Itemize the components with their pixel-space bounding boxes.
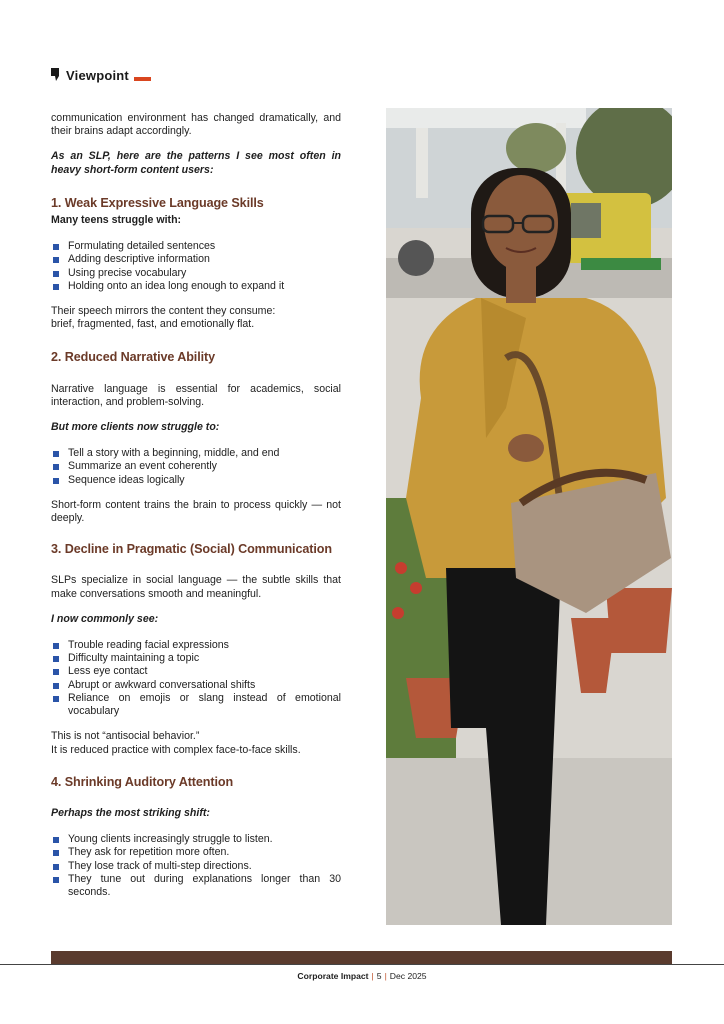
section-1-closing: Their speech mirrors the content they consume: brief, fragmented, fast, and emotionally flat. (51, 305, 276, 331)
list-item: Young clients increasingly struggle to listen. (51, 833, 341, 846)
page-number: 5 (376, 971, 382, 981)
list-item: Summarize an event coherently (51, 460, 341, 473)
section-title: Viewpoint (66, 67, 129, 83)
section-4-heading: 4. Shrinking Auditory Attention (51, 774, 234, 789)
list-item: Tell a story with a beginning, middle, and end (51, 447, 341, 460)
list-item: Sequence ideas logically (51, 474, 341, 487)
section-2-lead: But more clients now struggle to: (51, 421, 220, 434)
section-header (51, 66, 151, 84)
portrait-photo (386, 108, 672, 925)
list-item: They tune out during explanations longer than 30 seconds. (51, 873, 341, 899)
list-item: Adding descriptive information (51, 253, 341, 266)
footer-divider (0, 964, 724, 965)
article-column (51, 112, 341, 899)
footer-separator: | (384, 971, 387, 981)
portrait-illustration (386, 108, 672, 925)
section-1-heading: 1. Weak Expressive Language Skills (51, 195, 264, 210)
page-footer (0, 971, 724, 981)
list-item: Trouble reading facial expressions (51, 639, 341, 652)
section-3-lead: I now commonly see: (51, 612, 159, 625)
section-4-list (51, 833, 341, 899)
slp-lead: As an SLP, here are the patterns I see most often in heavy short-form content users: (51, 150, 341, 176)
quote-mark-icon (51, 68, 61, 82)
list-item: Reliance on emojis or slang instead of emotional vocabulary (51, 692, 341, 718)
list-item: Formulating detailed sentences (51, 240, 341, 253)
section-2-list (51, 447, 341, 487)
publication-name: Corporate Impact (297, 971, 369, 981)
section-2-heading: 2. Reduced Narrative Ability (51, 350, 216, 365)
section-1-list (51, 240, 341, 293)
list-item: Using precise vocabulary (51, 267, 341, 280)
section-2-body: Narrative language is essential for academics, social interaction, and problem-solving. (51, 382, 341, 408)
section-3-body: SLPs specialize in social language — the subtle skills that make conversations smooth and meaningful. (51, 574, 341, 600)
intro-paragraph: communication environment has changed dramatically, and their brains adapt accordingly. (51, 112, 341, 138)
section-3-heading: 3. Decline in Pragmatic (Social) Communication (51, 542, 332, 557)
section-3-list (51, 639, 341, 718)
footer-separator: | (371, 971, 374, 981)
footer-bar (51, 951, 672, 964)
list-item: Less eye contact (51, 665, 341, 678)
list-item: They ask for repetition more often. (51, 846, 341, 859)
list-item: They lose track of multi-step directions. (51, 860, 341, 873)
section-2-closing: Short-form content trains the brain to process quickly — not deeply. (51, 498, 341, 525)
issue-date: Dec 2025 (389, 971, 427, 981)
list-item: Holding onto an idea long enough to expand it (51, 280, 341, 293)
section-3-closing: This is not “antisocial behavior.” It is reduced practice with complex face-to-face skills. (51, 730, 301, 756)
section-4-lead: Perhaps the most striking shift: (51, 806, 210, 819)
section-1-lead: Many teens struggle with: (51, 214, 182, 227)
list-item: Abrupt or awkward conversational shifts (51, 679, 341, 692)
list-item: Difficulty maintaining a topic (51, 652, 341, 665)
header-accent-bar (134, 77, 151, 81)
